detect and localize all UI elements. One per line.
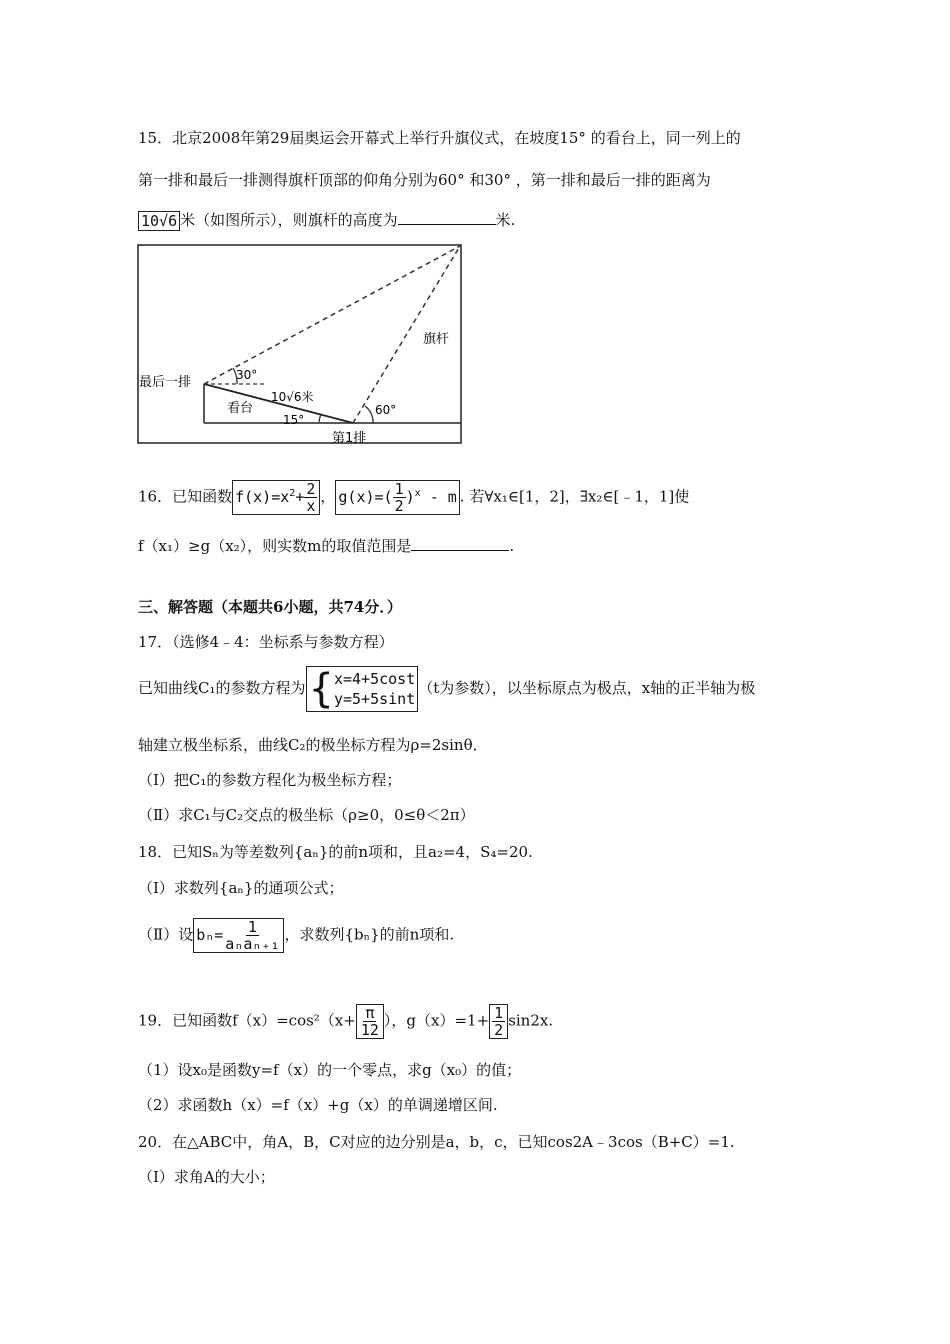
label-angle30: 30° [236,368,258,382]
q16-line2: f（x₁）≥g（x₂），则实数m的取值范围是 . [138,537,515,555]
label-angle15: 15° [283,413,305,427]
section3-heading: 三、解答题（本题共6小题，共74分．） [138,598,402,616]
q15-line3-end: 米. [495,211,516,229]
label-angle60: 60° [375,403,397,417]
q17-param-equations: { x=4+5cost y=5+5sint [306,666,419,712]
q16-f-fraction: $\frac{2}{x}$ [306,480,316,515]
label-distance: 10√6米 [271,390,314,404]
q15-line1: 15．北京2008年第29届奥运会开幕式上举行升旗仪式，在坡度15° 的看台上，同一列上的 [138,129,741,147]
q16-line1: 16．已知函数 $f(x)=x^2+$ $\frac{2}{x}$ ， g(x)=( $\frac{1}{2}$ )$^x$ - m . 若∀x₁∈[1，2]，∃x₂∈[﹣1，1]使 [138,480,690,515]
q15-line3-mid: 米（如图所示），则旗杆的高度为 [180,211,398,229]
label-flagpole: 旗杆 [423,332,450,347]
q17-line2: 轴建立极坐标系，曲线C₂的极坐标方程为ρ=2sinθ． [138,736,488,754]
q18-b-formula: bₙ= $\frac{1}{\text{aₙaₙ₊₁}}$ [193,918,284,953]
q19-part1: （1）设x₀是函数y=f（x）的一个零点，求g（x₀）的值； [138,1061,522,1079]
q16-f-formula: $f(x)=x^2+$ $\frac{2}{x}$ [232,480,320,515]
label-stand: 看台 [227,401,254,416]
q16-g-fraction: $\frac{1}{2}$ [394,480,404,515]
flagpole-figure [137,244,463,446]
q20-line1: 20．在△ABC中，角A，B，C对应的边分别是a，b，c，已知cos2A﹣3cos（B+C）=1. [138,1133,735,1151]
q18-b-fraction: $\frac{1}{\text{aₙaₙ₊₁}}$ [225,918,280,953]
q16-condition: . 若∀x₁∈[1，2]，∃x₂∈[﹣1，1]使 [459,487,690,506]
q19-line1: 19．已知函数f（x）=cos²（x+ $\frac{\pi}{12}$ ），g（x）=1+ $\frac{1}{2}$ sin2x. [138,1004,554,1039]
q18-part1: （Ⅰ）求数列{aₙ}的通项公式； [138,879,344,897]
label-last-row: 最后一排 [139,375,192,390]
q17-line1: 已知曲线C₁的参数方程为 { x=4+5cost y=5+5sint （t为参数），以坐标原点为极点，x轴的正半轴为极 [138,666,756,712]
q17-title: 17．（选修4﹣4：坐标系与参数方程） [138,633,394,651]
q15-line2: 第一排和最后一排测得旗杆顶部的仰角分别为60° 和30° ，第一排和最后一排的距离为 [138,171,711,189]
q18-part2: （Ⅱ）设 bₙ= $\frac{1}{\text{aₙaₙ₊₁}}$ ，求数列{bₙ}的前n项和. [138,918,455,953]
q20-part1: （Ⅰ）求角A的大小； [138,1168,275,1186]
q19-pi-fraction: $\frac{\pi}{12}$ [356,1004,384,1039]
q16-prefix: 16．已知函数 [138,487,233,506]
label-first-row: 第1排 [332,431,367,446]
q15-distance-box: 10√6 [138,211,180,231]
q19-part2: （2）求函数h（x）=f（x）+g（x）的单调递增区间. [138,1096,498,1114]
q17-part1: （Ⅰ）把C₁的参数方程化为极坐标方程； [138,771,402,789]
q15-answer-blank[interactable] [398,210,496,225]
q17-part2: （Ⅱ）求C₁与C₂交点的极坐标（ρ≥0，0≤θ＜2π） [138,806,475,824]
q16-answer-blank[interactable] [411,536,509,551]
q18-line1: 18．已知Sₙ为等差数列{aₙ}的前n项和，且a₂=4，S₄=20. [138,843,533,861]
q16-g-formula: g(x)=( $\frac{1}{2}$ )$^x$ - m [335,480,459,515]
q19-half-fraction: $\frac{1}{2}$ [489,1004,508,1039]
q15-line3 [138,210,515,231]
